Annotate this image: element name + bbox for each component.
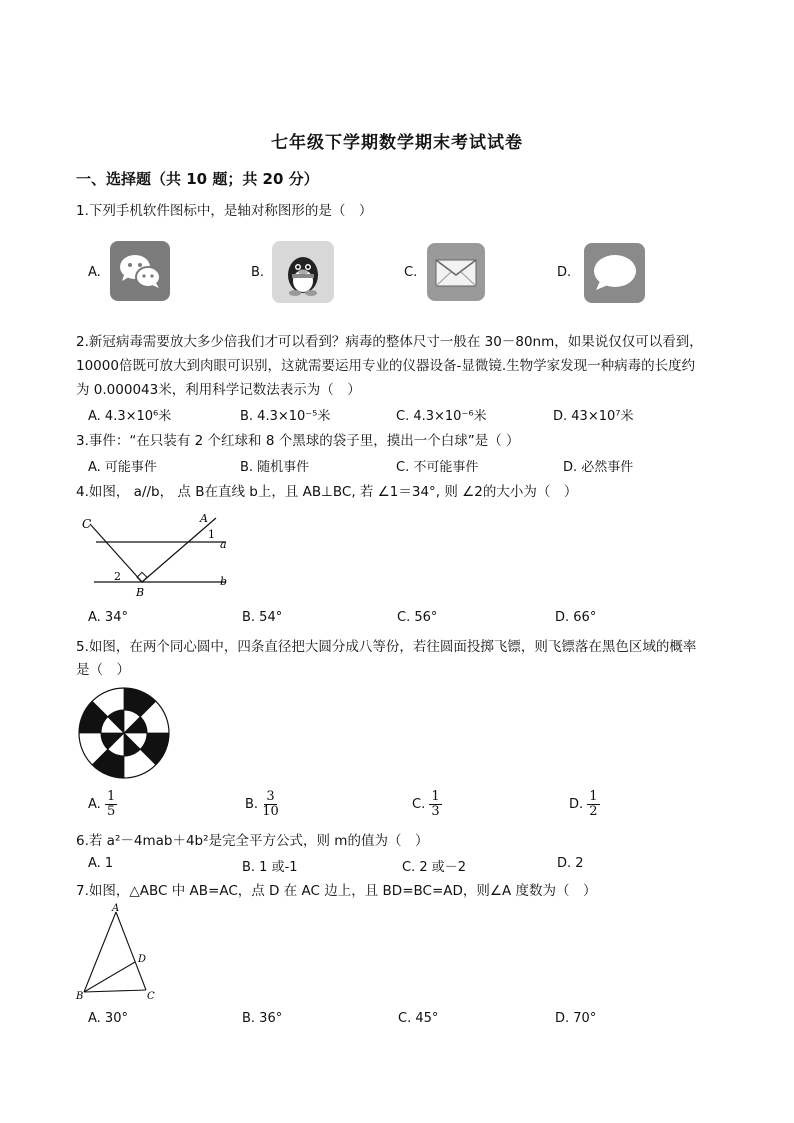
q5-option-b-letter: B.	[245, 797, 259, 812]
label-c: C	[82, 517, 92, 531]
q5-option-d	[569, 790, 600, 819]
q5-option-a	[88, 790, 117, 819]
label-b-point: B	[136, 586, 145, 599]
question-6-stem: 6.若 a²－4mab＋4b²是完全平方公式，则 m的值为（ ）	[76, 833, 429, 849]
question-5-line-2: 是（ ）	[76, 662, 130, 678]
label-c: C	[147, 991, 155, 1002]
label-b: B	[76, 991, 84, 1002]
q4-option-b: B. 54°	[242, 610, 283, 625]
q4-option-c: C. 56°	[397, 610, 438, 625]
numerator: 1	[431, 789, 440, 804]
q3-option-b: B. 随机事件	[240, 460, 310, 475]
q5-option-c	[412, 790, 442, 819]
fraction	[429, 790, 441, 819]
label-a: A	[112, 903, 120, 914]
fraction	[105, 790, 117, 819]
denominator: 2	[589, 804, 598, 819]
label-angle-1: 1	[208, 528, 215, 541]
q1-option-a: A.	[88, 265, 101, 280]
question-2-line-1: 2.新冠病毒需要放大多少倍我们才可以看到？病毒的整体尺寸一般在 30－80nm，如果说仅仅可以看到，	[76, 334, 703, 350]
q4-option-d: D. 66°	[555, 610, 597, 625]
q3-option-d: D. 必然事件	[563, 460, 634, 475]
q5-option-b	[245, 790, 279, 819]
q7-option-b: B. 36°	[242, 1011, 283, 1026]
label-angle-2: 2	[114, 570, 121, 583]
label-a-point: A	[200, 512, 208, 525]
fraction	[587, 790, 599, 819]
q5-option-d-letter: D.	[569, 797, 584, 812]
numerator: 1	[106, 789, 116, 804]
question-5-line-1: 5.如图，在两个同心圆中，四条直径把大圆分成八等份，若往圆面投掷飞镖，则飞镖落在黑色区域的概率	[76, 639, 697, 655]
question-2-line-2: 10000倍既可放大到肉眼可识别，这就需要运用专业的仪器设备-显微镜.生物学家发现一种病毒的长度约	[76, 358, 696, 374]
q5-option-c-letter: C.	[412, 797, 426, 812]
section-heading: 一、选择题（共 10 题；共 20 分）	[76, 170, 319, 188]
concentric-circles-figure	[77, 686, 171, 780]
label-line-b: b	[220, 575, 228, 588]
q6-option-a: A. 1	[88, 856, 114, 871]
parallel-lines-figure	[76, 508, 236, 600]
page-title: 七年级下学期数学期末考试试卷	[271, 133, 523, 153]
question-2-line-3: 为 0.000043米，利用科学记数法表示为（ ）	[76, 382, 361, 398]
question-1-stem: 1.下列手机软件图标中，是轴对称图形的是（ ）	[76, 203, 373, 219]
wechat-icon	[110, 241, 170, 301]
denominator: 10	[262, 804, 279, 819]
q6-option-d: D. 2	[557, 856, 584, 871]
q4-option-a: A. 34°	[88, 610, 128, 625]
q7-option-a: A. 30°	[88, 1011, 128, 1026]
denominator: 5	[106, 804, 116, 819]
fraction	[262, 790, 279, 819]
q6-option-c: C. 2 或－2	[402, 860, 467, 875]
q1-option-d: D.	[557, 265, 572, 280]
numerator: 1	[589, 789, 598, 804]
q3-option-c: C. 不可能事件	[396, 460, 479, 475]
triangle-figure	[74, 902, 164, 1002]
mail-envelope-icon	[427, 243, 485, 301]
question-3-stem: 3.事件：“在只装有 2 个红球和 8 个黑球的袋子里，摸出一个白球”是（ ）	[76, 433, 520, 449]
q5-option-a-letter: A.	[88, 797, 101, 812]
qq-penguin-icon	[272, 241, 334, 303]
q2-option-b: B. 4.3×10⁻⁵米	[240, 409, 331, 424]
q7-option-c: C. 45°	[398, 1011, 439, 1026]
q1-option-c: C.	[404, 265, 418, 280]
q2-option-c: C. 4.3×10⁻⁶米	[396, 409, 487, 424]
denominator: 3	[431, 804, 440, 819]
q1-option-b: B.	[251, 265, 265, 280]
q2-option-a: A. 4.3×10⁶米	[88, 409, 172, 424]
question-7-stem: 7.如图，△ABC 中 AB=AC，点 D 在 AC 边上，且 BD=BC=AD，则∠A 度数为（ ）	[76, 883, 597, 899]
label-line-a: a	[220, 538, 227, 551]
q6-option-b: B. 1 或-1	[242, 860, 298, 875]
message-bubble-icon	[584, 243, 645, 303]
q2-option-d: D. 43×10⁷米	[553, 409, 634, 424]
q7-option-d: D. 70°	[555, 1011, 597, 1026]
question-4-stem: 4.如图， a//b， 点 B在直线 b上，且 AB⊥BC, 若 ∠1＝34°, 则 ∠2的大小为（ ）	[76, 484, 578, 500]
numerator: 3	[266, 789, 275, 804]
q3-option-a: A. 可能事件	[88, 460, 157, 475]
label-d: D	[138, 954, 147, 965]
